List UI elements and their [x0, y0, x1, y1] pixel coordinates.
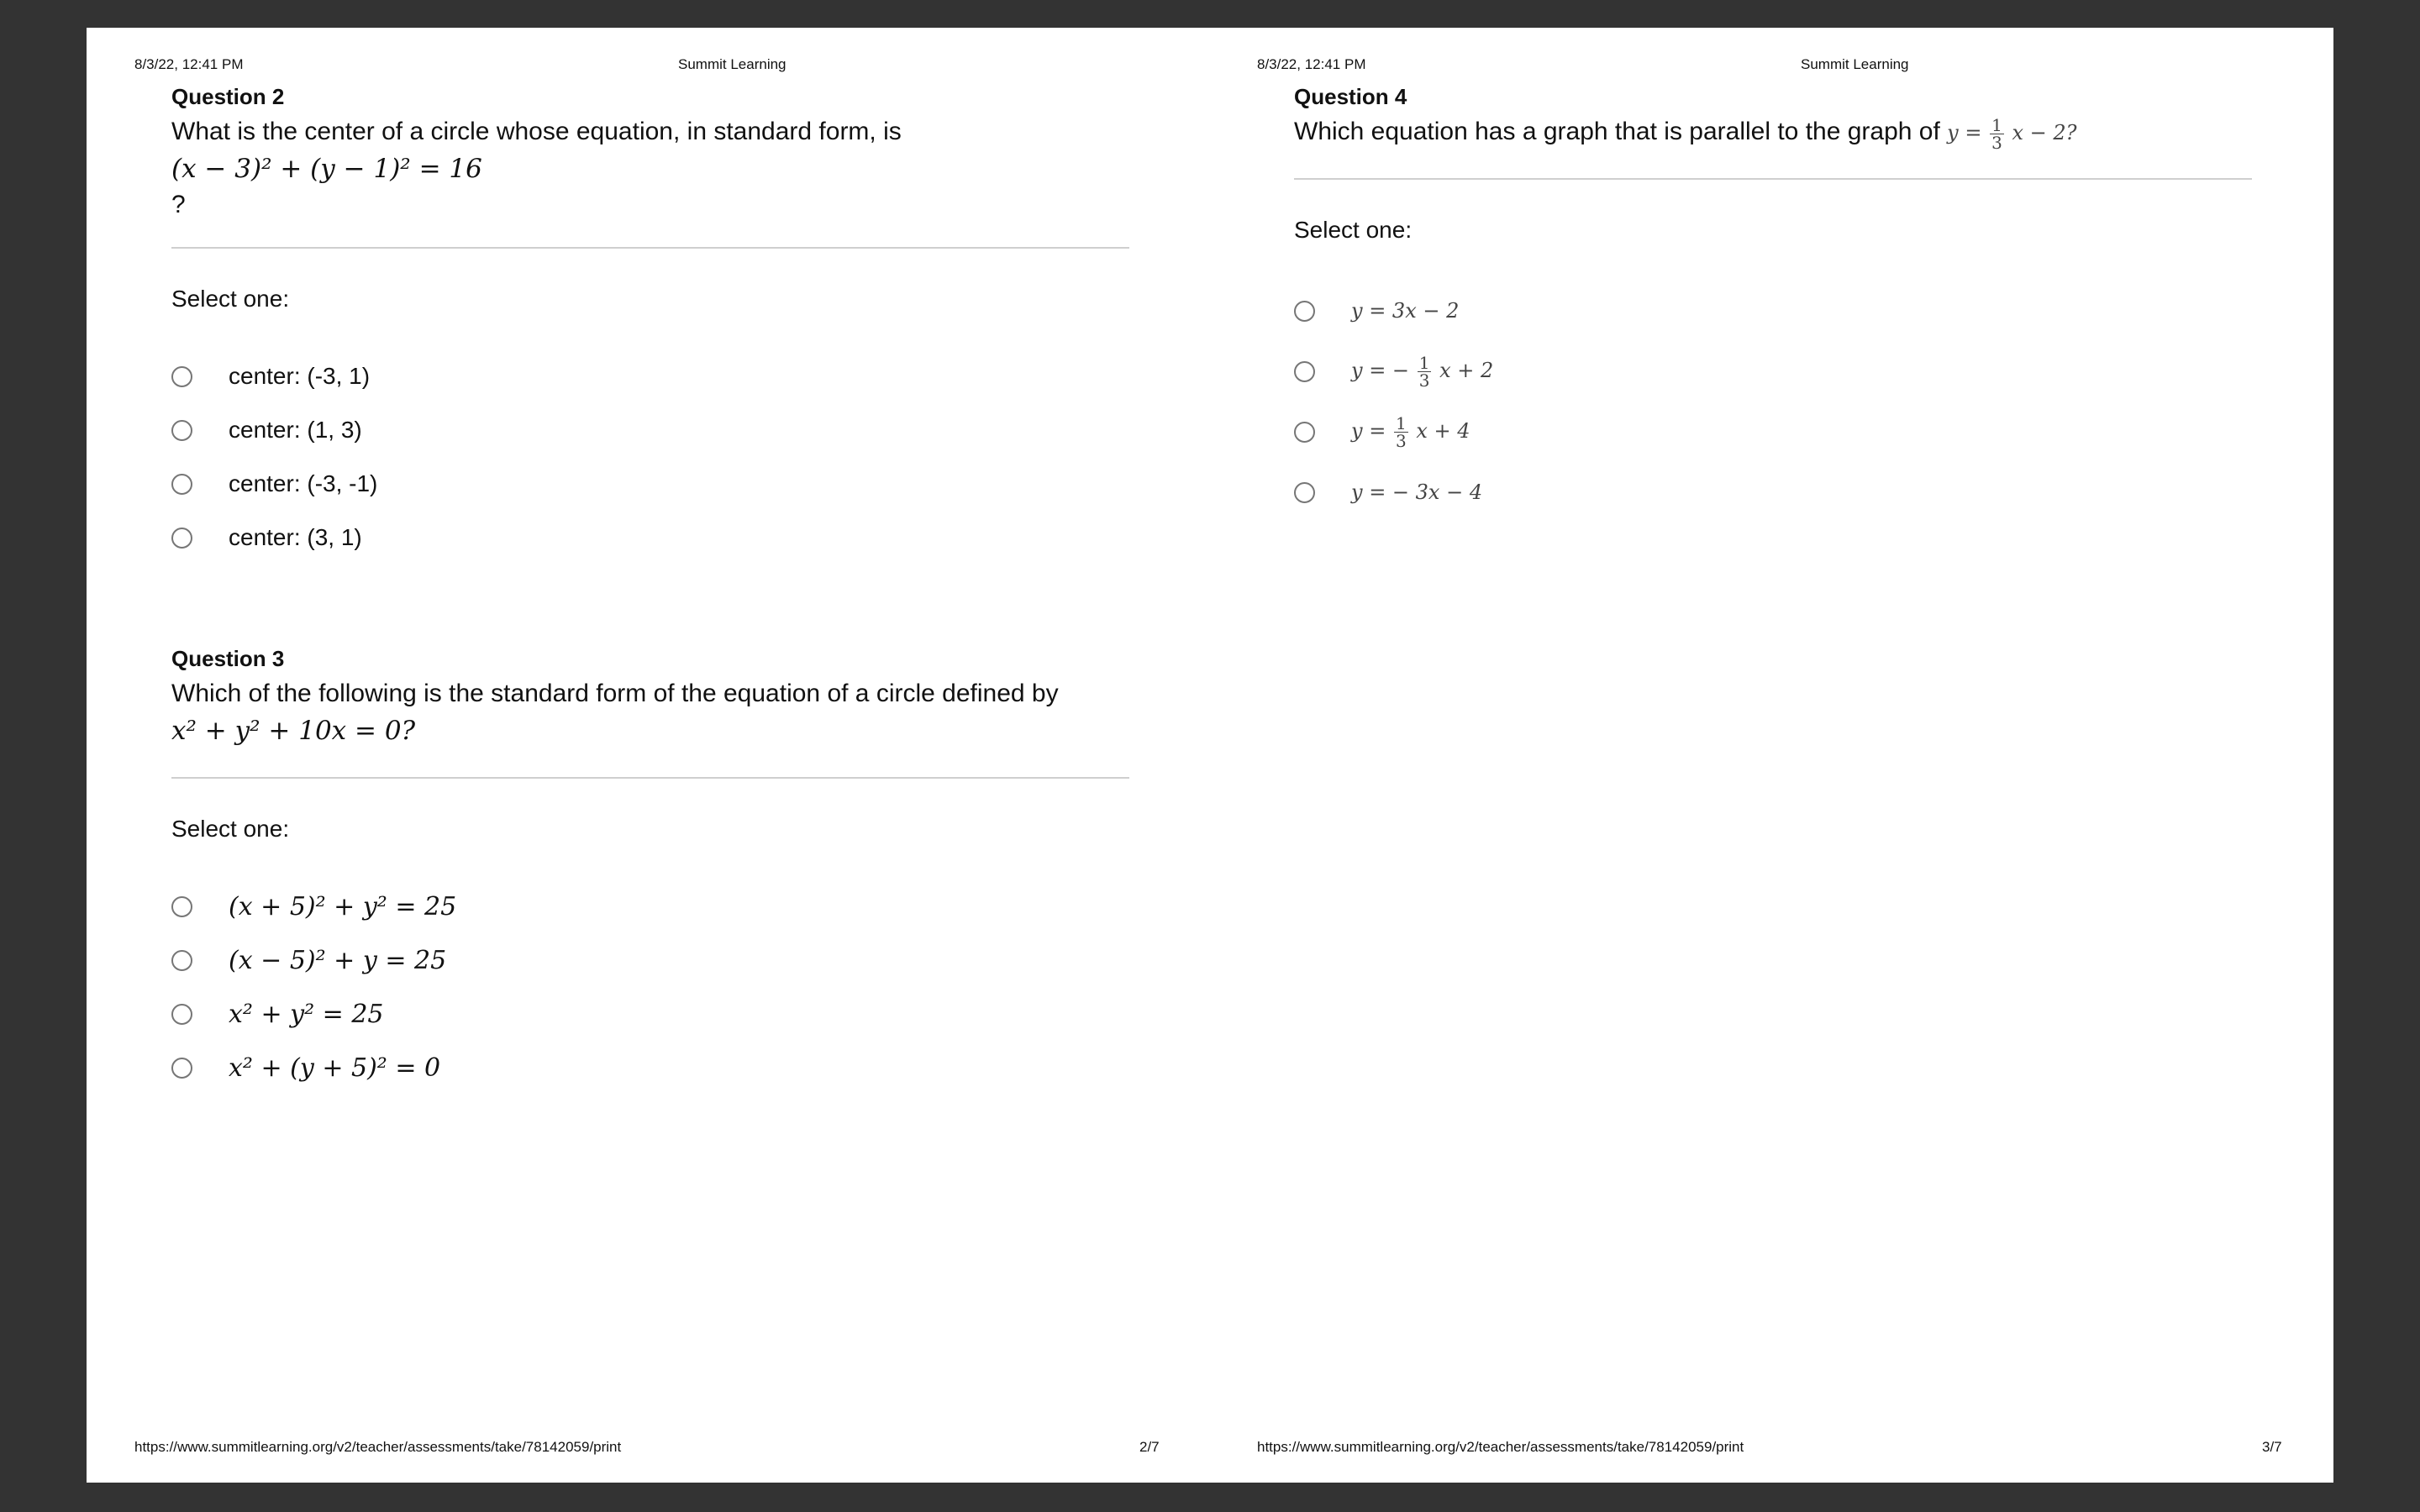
answer-option-label: center: (-3, 1)	[229, 363, 371, 389]
answer-options	[171, 349, 1129, 564]
radio-button[interactable]	[171, 366, 192, 387]
fraction-numerator: 1	[1418, 352, 1430, 373]
equation-text: y = 3x − 2	[1351, 299, 1460, 323]
fraction	[1394, 412, 1408, 451]
answer-option[interactable]	[171, 1041, 1129, 1095]
radio-button[interactable]	[1294, 301, 1315, 322]
equation-lhs: y =	[1947, 121, 1982, 144]
footer-url: https://www.summitlearning.org/v2/teacher/assessments/take/78142059/print	[1257, 1439, 1744, 1455]
radio-button[interactable]	[1294, 422, 1315, 443]
divider	[171, 247, 1129, 249]
answer-option-label: center: (3, 1)	[229, 524, 362, 550]
fraction-denominator: 3	[1395, 430, 1407, 451]
fraction	[1418, 354, 1432, 389]
fraction-denominator: 3	[1418, 370, 1430, 391]
radio-button[interactable]	[171, 896, 192, 917]
answer-option-label	[1351, 299, 1459, 323]
answer-option[interactable]	[171, 933, 1129, 987]
fraction	[1990, 117, 2004, 151]
answer-option[interactable]	[171, 987, 1129, 1041]
answer-option[interactable]	[1294, 402, 2252, 462]
question-2	[171, 83, 1129, 564]
answer-option-label: x² + y² = 25	[229, 999, 384, 1029]
equation-rhs: x + 4	[1416, 418, 1470, 443]
radio-button[interactable]	[171, 528, 192, 549]
question-equation: (x − 3)² + (y − 1)² = 16	[171, 154, 482, 184]
answer-option[interactable]	[171, 511, 1129, 564]
question-trailing-mark: ?	[171, 191, 186, 218]
answer-option[interactable]	[171, 879, 1129, 933]
answer-option-label: center: (1, 3)	[229, 417, 362, 443]
fraction-numerator: 1	[1395, 412, 1407, 433]
question-prompt-text: What is the center of a circle whose equation, in standard form, is	[171, 118, 902, 145]
divider	[1294, 178, 2252, 180]
select-one-label: Select one:	[171, 286, 290, 312]
radio-button[interactable]	[171, 420, 192, 441]
answer-option[interactable]	[171, 403, 1129, 457]
answer-option[interactable]	[1294, 462, 2252, 522]
header-datetime: 8/3/22, 12:41 PM	[134, 56, 244, 72]
print-sheet	[87, 28, 2333, 1483]
equation-lhs: y = −	[1351, 358, 1410, 382]
answer-options	[171, 879, 1129, 1095]
divider	[171, 777, 1129, 779]
radio-button[interactable]	[1294, 361, 1315, 382]
radio-button[interactable]	[171, 1058, 192, 1079]
question-title: Question 4	[1294, 84, 1407, 109]
equation-lhs: y =	[1351, 418, 1386, 443]
question-title: Question 3	[171, 646, 285, 671]
question-prompt	[1294, 113, 2252, 151]
answer-option-label: x² + (y + 5)² = 0	[229, 1053, 441, 1083]
answer-option-label	[1351, 480, 1482, 504]
select-one-label: Select one:	[1294, 217, 1413, 243]
question-prompt	[171, 675, 1129, 750]
question-3	[171, 645, 1129, 1095]
answer-option[interactable]	[171, 457, 1129, 511]
footer-page-number: 3/7	[2262, 1439, 2282, 1455]
question-4	[1294, 83, 2252, 522]
header-datetime: 8/3/22, 12:41 PM	[1257, 56, 1366, 72]
equation-rhs: x + 2	[1439, 358, 1494, 382]
question-equation	[1947, 115, 2077, 153]
header-site-name: Summit Learning	[678, 56, 786, 72]
answer-option-label	[1351, 412, 1470, 451]
radio-button[interactable]	[171, 1004, 192, 1025]
page-2	[87, 28, 1209, 1483]
page-3	[1209, 28, 2332, 1483]
radio-button[interactable]	[171, 474, 192, 495]
equation-text: y = − 3x − 4	[1351, 480, 1483, 504]
question-prompt	[171, 113, 1129, 188]
answer-option-label	[1351, 354, 1493, 389]
answer-option-label: (x − 5)² + y = 25	[229, 945, 447, 975]
question-equation: x² + y² + 10x = 0?	[171, 716, 416, 746]
equation-rhs: x − 2?	[2012, 121, 2077, 144]
question-title: Question 2	[171, 84, 285, 109]
answer-options	[1294, 281, 2252, 522]
answer-option[interactable]	[1294, 341, 2252, 402]
radio-button[interactable]	[1294, 482, 1315, 503]
answer-option-label: (x + 5)² + y² = 25	[229, 891, 457, 921]
footer-page-number: 2/7	[1139, 1439, 1160, 1455]
question-prompt-text: Which of the following is the standard form of the equation of a circle defined by	[171, 680, 1059, 707]
select-one-label: Select one:	[171, 816, 290, 842]
answer-option[interactable]	[171, 349, 1129, 403]
radio-button[interactable]	[171, 950, 192, 971]
question-prompt-text: Which equation has a graph that is parallel to the graph of	[1294, 118, 1940, 145]
fraction-numerator: 1	[1991, 115, 2002, 135]
fraction-denominator: 3	[1991, 133, 2002, 153]
answer-option[interactable]	[1294, 281, 2252, 341]
header-site-name: Summit Learning	[1801, 56, 1909, 72]
answer-option-label: center: (-3, -1)	[229, 470, 378, 496]
footer-url: https://www.summitlearning.org/v2/teacher/assessments/take/78142059/print	[134, 1439, 622, 1455]
